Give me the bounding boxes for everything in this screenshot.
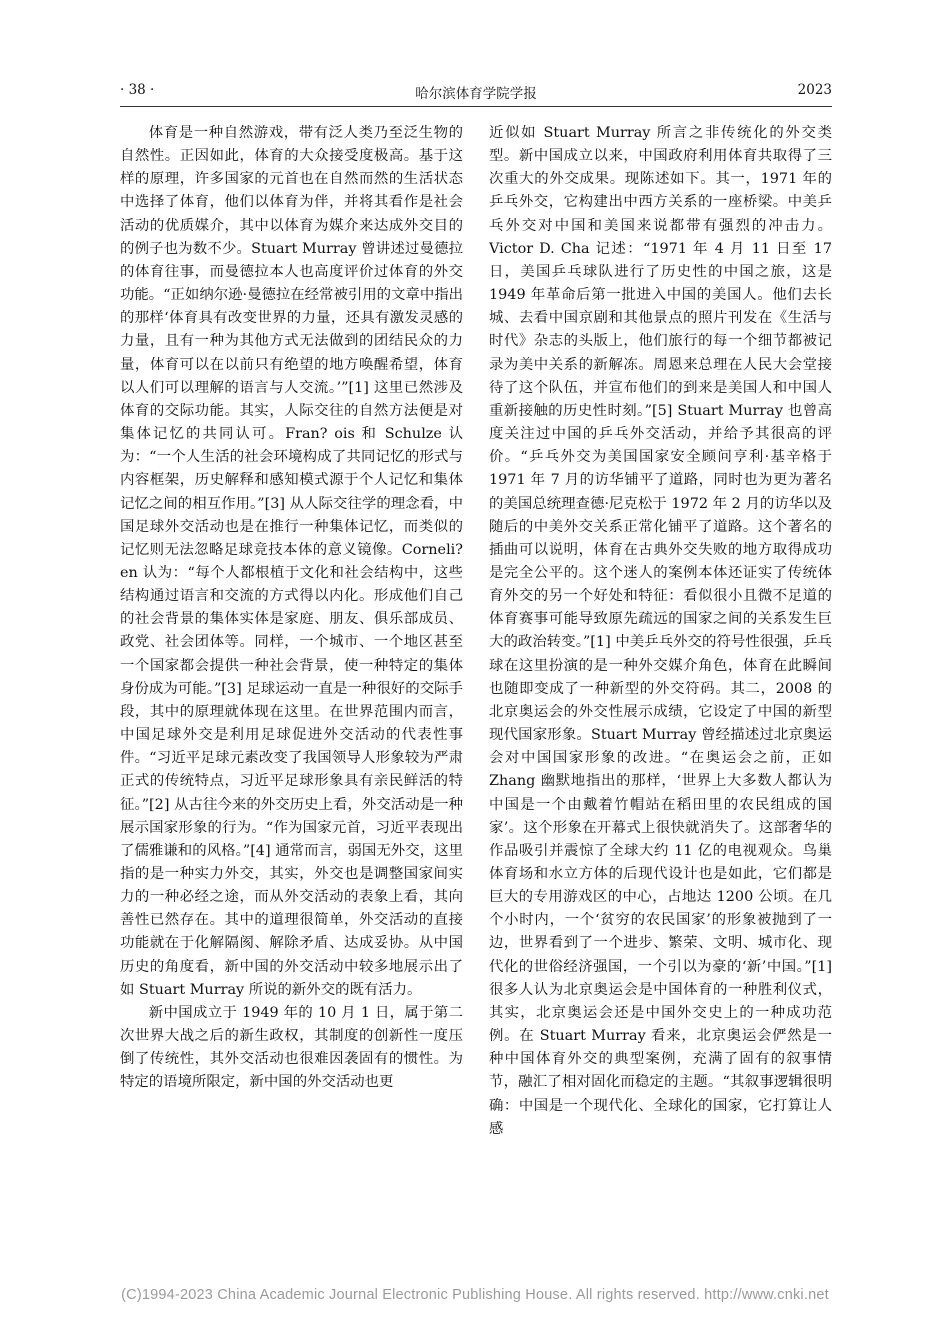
running-header [120, 82, 832, 104]
journal-title: 哈尔滨体育学院学报 [415, 86, 537, 102]
paragraph: 近似如 Stuart Murray 所言之非传统化的外交类型。新中国成立以来，中国政府利用体育共取得了三次重大的外交成果。现陈述如下。其一，1971 年的乒乓外交，它构建出中西方关系的一座桥梁。中美乒乓外交对中国和美国来说都带有强烈的冲击力。Victor D. Cha 记述：“1971 年 4 月 11 日至 17 日，美国乒乓球队进行了历史性的中国之旅，这是 1949 年革命后第一批进入中国的美国人。他们去长城、去看中国京剧和其他景点的照片刊发在《生活与时代》杂志的头版上，他们旅行的每一个细节都被记录为美中关系的新解冻。周恩来总理在人民大会堂接待了这个队伍，并宣布他们的到来是美国人和中国人重新接触的历史性时刻。”[5] Stuart Murray 也曾高度关注过中国的乒乓外交活动，并给予其很高的评价。“乒乓外交为美国国家安全顾问亨利·基辛格于 1971 年 7 月的访华铺平了道路，同时也为更为著名的美国总统理查德·尼克松于 1972 年 2 月的访华以及随后的中美外交关系正常化铺平了道路。这个著名的插曲可以说明，体育在古典外交失败的地方取得成功是完全公平的。这个迷人的案例本体还证实了传统体育外交的另一个好处和特征：看似很小且微不足道的体育赛事可能导致原先疏远的国家之间的关系发生巨大的政治转变。”[1] 中美乒乓外交的符号性很强，乒乓球在这里扮演的是一种外交媒介角色，体育在此瞬间也随即变成了一种新型的外交符码。其二，2008 的北京奥运会的外交性展示成绩，它设定了中国的新型现代国家形象。Stuart Murray 曾经描述过北京奥运会对中国国家形象的改进。“在奥运会之前，正如 Zhang 幽默地指出的那样，‘世界上大多数人都认为中国是一个由戴着竹帽站在稻田里的农民组成的国家’。这个形象在开幕式上很快就消失了。这部奢华的作品吸引并震惊了全球大约 11 亿的电视观众。鸟巢体育场和水立方体的后现代设计也是如此，它们都是巨大的专用游戏区的中心，占地达 1200 公顷。在几个小时内，一个‘贫穷的农民国家’的形象被抛到了一边，世界看到了一个进步、繁荣、文明、城市化、现代化的世俗经济强国，一个引以为豪的‘新’中国。”[1] 很多人认为北京奥运会是中国体育的一种胜利仪式，其实，北京奥运会还是中国外交史上的一种成功范例。在 Stuart Murray 看来，北京奥运会俨然是一种中国体育外交的典型案例，充满了固有的叙事情节，融汇了相对固化而稳定的主题。“其叙事逻辑很明确：中国是一个现代化、全球化的国家，它打算让人感 [489, 125, 832, 1137]
paragraph: 体育是一种自然游戏，带有泛人类乃至泛生物的自然性。正因如此，体育的大众接受度极高。基于这样的原理，许多国家的元首也在自然而然的生活状态中选择了体育，他们以体育为伴，并将其看作是社会活动的优质媒介，其中以体育为媒介来达成外交目的的例子也为数不少。Stuart Murray 曾讲述过曼德拉的体育往事，而曼德拉本人也高度评价过体育的外交功能。“正如纳尔逊·曼德拉在经常被引用的文章中指出的那样‘体育具有改变世界的力量，还具有激发灵感的力量，且有一种为其他方式无法做到的团结民众的力量，体育可以在以前只有绝望的地方唤醒希望，体育以人们可以理解的语言与人交流。’”[1] 这里已然涉及体育的交际功能。其实，人际交往的自然方法便是对集体记忆的共同认可。Fran? ois 和 Schulze 认为：“一个人生活的社会环境构成了共同记忆的形式与内容框架，历史解释和感知模式源于个人记忆和集体记忆之间的相互作用。”[3] 从人际交往学的理念看，中国足球外交活动也是在推行一种集体记忆，而类似的记忆则无法忽略足球竞技本体的意义镜像。Corneli? en 认为：“每个人都根植于文化和社会结构中，这些结构通过语言和交流的方式得以内化。形成他们自己的社会背景的集体实体是家庭、朋友、俱乐部成员、政党、社会团体等。同样，一个城市、一个地区甚至一个国家都会提供一种社会背景，使一种特定的集体身份成为可能。”[3] 足球运动一直是一种很好的交际手段，其中的原理就体现在这里。在世界范围内而言，中国足球外交是利用足球促进外交活动的代表性事件。“习近平足球元素改变了我国领导人形象较为严肃正式的传统特点，习近平足球形象具有亲民鲜活的特征。”[2] 从古往今来的外交历史上看，外交活动是一种展示国家形象的行为。“作为国家元首，习近平表现出了儒雅谦和的风格。”[4] 通常而言，弱国无外交，这里指的是一种实力外交，其实，外交也是调整国家间实力的一种必经之途，而从外交活动的表象上看，其向善性已然存在。其中的道理很简单，外交活动的直接功能就在于化解隔阂、解除矛盾、达成妥协。从中国历史的角度看，新中国的外交活动中较多地展示出了如 Stuart Murray 所说的新外交的既有活力。 [120, 125, 463, 998]
right-column [489, 122, 832, 1212]
copyright-footer: (C)1994-2023 China Academic Journal Electronic Publishing House. All rights reserved. http://www.cnki.net [121, 1287, 829, 1303]
header-rule [120, 106, 832, 107]
page-number: · 38 · [120, 82, 155, 98]
paragraph: 新中国成立于 1949 年的 10 月 1 日，属于第二次世界大战之后的新生政权，其制度的创新性一度压倒了传统性，其外交活动也很难因袭固有的惯性。为特定的语境所限定，新中国的外交活动也更 [120, 1004, 463, 1091]
publication-year: 2023 [797, 82, 832, 98]
left-column [120, 122, 463, 1212]
